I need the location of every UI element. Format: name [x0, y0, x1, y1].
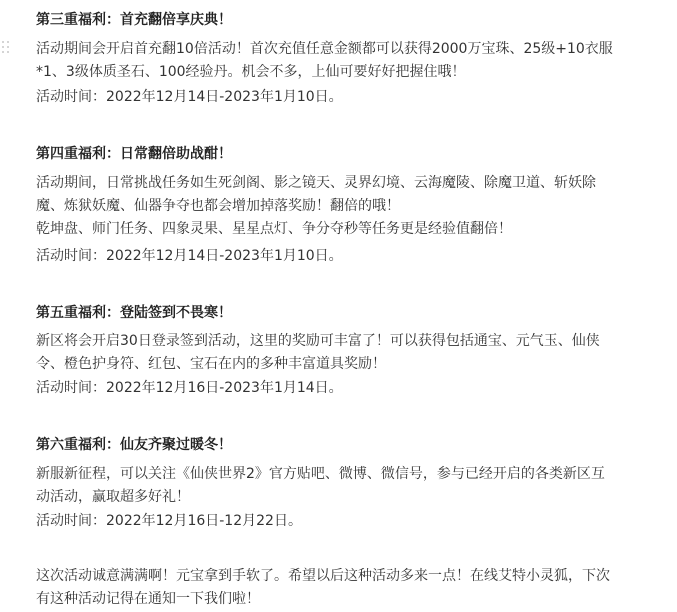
section-heading-6: 第六重福利：仙友齐聚过暖冬！ [36, 437, 232, 453]
section-paragraph-6 [36, 463, 641, 509]
paragraph-line: 有这种活动记得在通知一下我们啦！ [36, 591, 260, 607]
section-paragraph-3 [36, 38, 641, 84]
paragraph-line: 魔、炼狱妖魔、仙器争夺也都会增加掉落奖励！翻倍的哦！ [36, 198, 400, 214]
section-heading-5: 第五重福利：登陆签到不畏寒！ [36, 305, 232, 321]
section-paragraph-4 [36, 172, 641, 218]
event-time: 活动时间：2022年12月14日-2023年1月10日。 [36, 248, 343, 264]
event-time: 活动时间：2022年12月16日-2023年1月14日。 [36, 380, 343, 396]
section-time-4 [36, 245, 641, 268]
paragraph-line: 动活动，赢取超多好礼！ [36, 489, 190, 505]
paragraph-line: *1、3级体质圣石、100经验丹。机会不多，上仙可要好好把握住哦！ [36, 64, 466, 80]
paragraph-line: 乾坤盘、师门任务、四象灵果、星星点灯、争分夺秒等任务更是经验值翻倍！ [36, 221, 512, 237]
closing-paragraph [36, 565, 641, 611]
paragraph-line: 新服新征程，可以关注《仙侠世界2》官方贴吧、微博、微信号，参与已经开启的各类新区互 [36, 466, 605, 482]
section-paragraph-5 [36, 330, 641, 376]
section-time-3 [36, 86, 641, 109]
event-time: 活动时间：2022年12月14日-2023年1月10日。 [36, 89, 343, 105]
event-time: 活动时间：2022年12月16日-12月22日。 [36, 513, 302, 529]
drag-handle-icon[interactable] [2, 41, 12, 57]
paragraph-line: 活动期间会开启首充翻10倍活动！首次充值任意金额都可以获得2000万宝珠、25级+10衣服 [36, 41, 613, 57]
paragraph-line: 新区将会开启30日登录签到活动，这里的奖励可丰富了！可以获得包括通宝、元气玉、仙侠 [36, 333, 600, 349]
section-time-5 [36, 377, 641, 400]
paragraph-line: 活动期间，日常挑战任务如生死剑阁、影之镜天、灵界幻境、云海魔陵、除魔卫道、斩妖除 [36, 175, 596, 191]
section-extra-4 [36, 218, 641, 241]
paragraph-line: 这次活动诚意满满啊！元宝拿到手软了。希望以后这种活动多来一点！在线艾特小灵狐，下次 [36, 568, 610, 584]
section-time-6 [36, 510, 641, 533]
section-heading-3: 第三重福利：首充翻倍享庆典！ [36, 12, 232, 28]
section-heading-4: 第四重福利：日常翻倍助战酣！ [36, 146, 232, 162]
paragraph-line: 令、橙色护身符、红包、宝石在内的多种丰富道具奖励！ [36, 356, 386, 372]
